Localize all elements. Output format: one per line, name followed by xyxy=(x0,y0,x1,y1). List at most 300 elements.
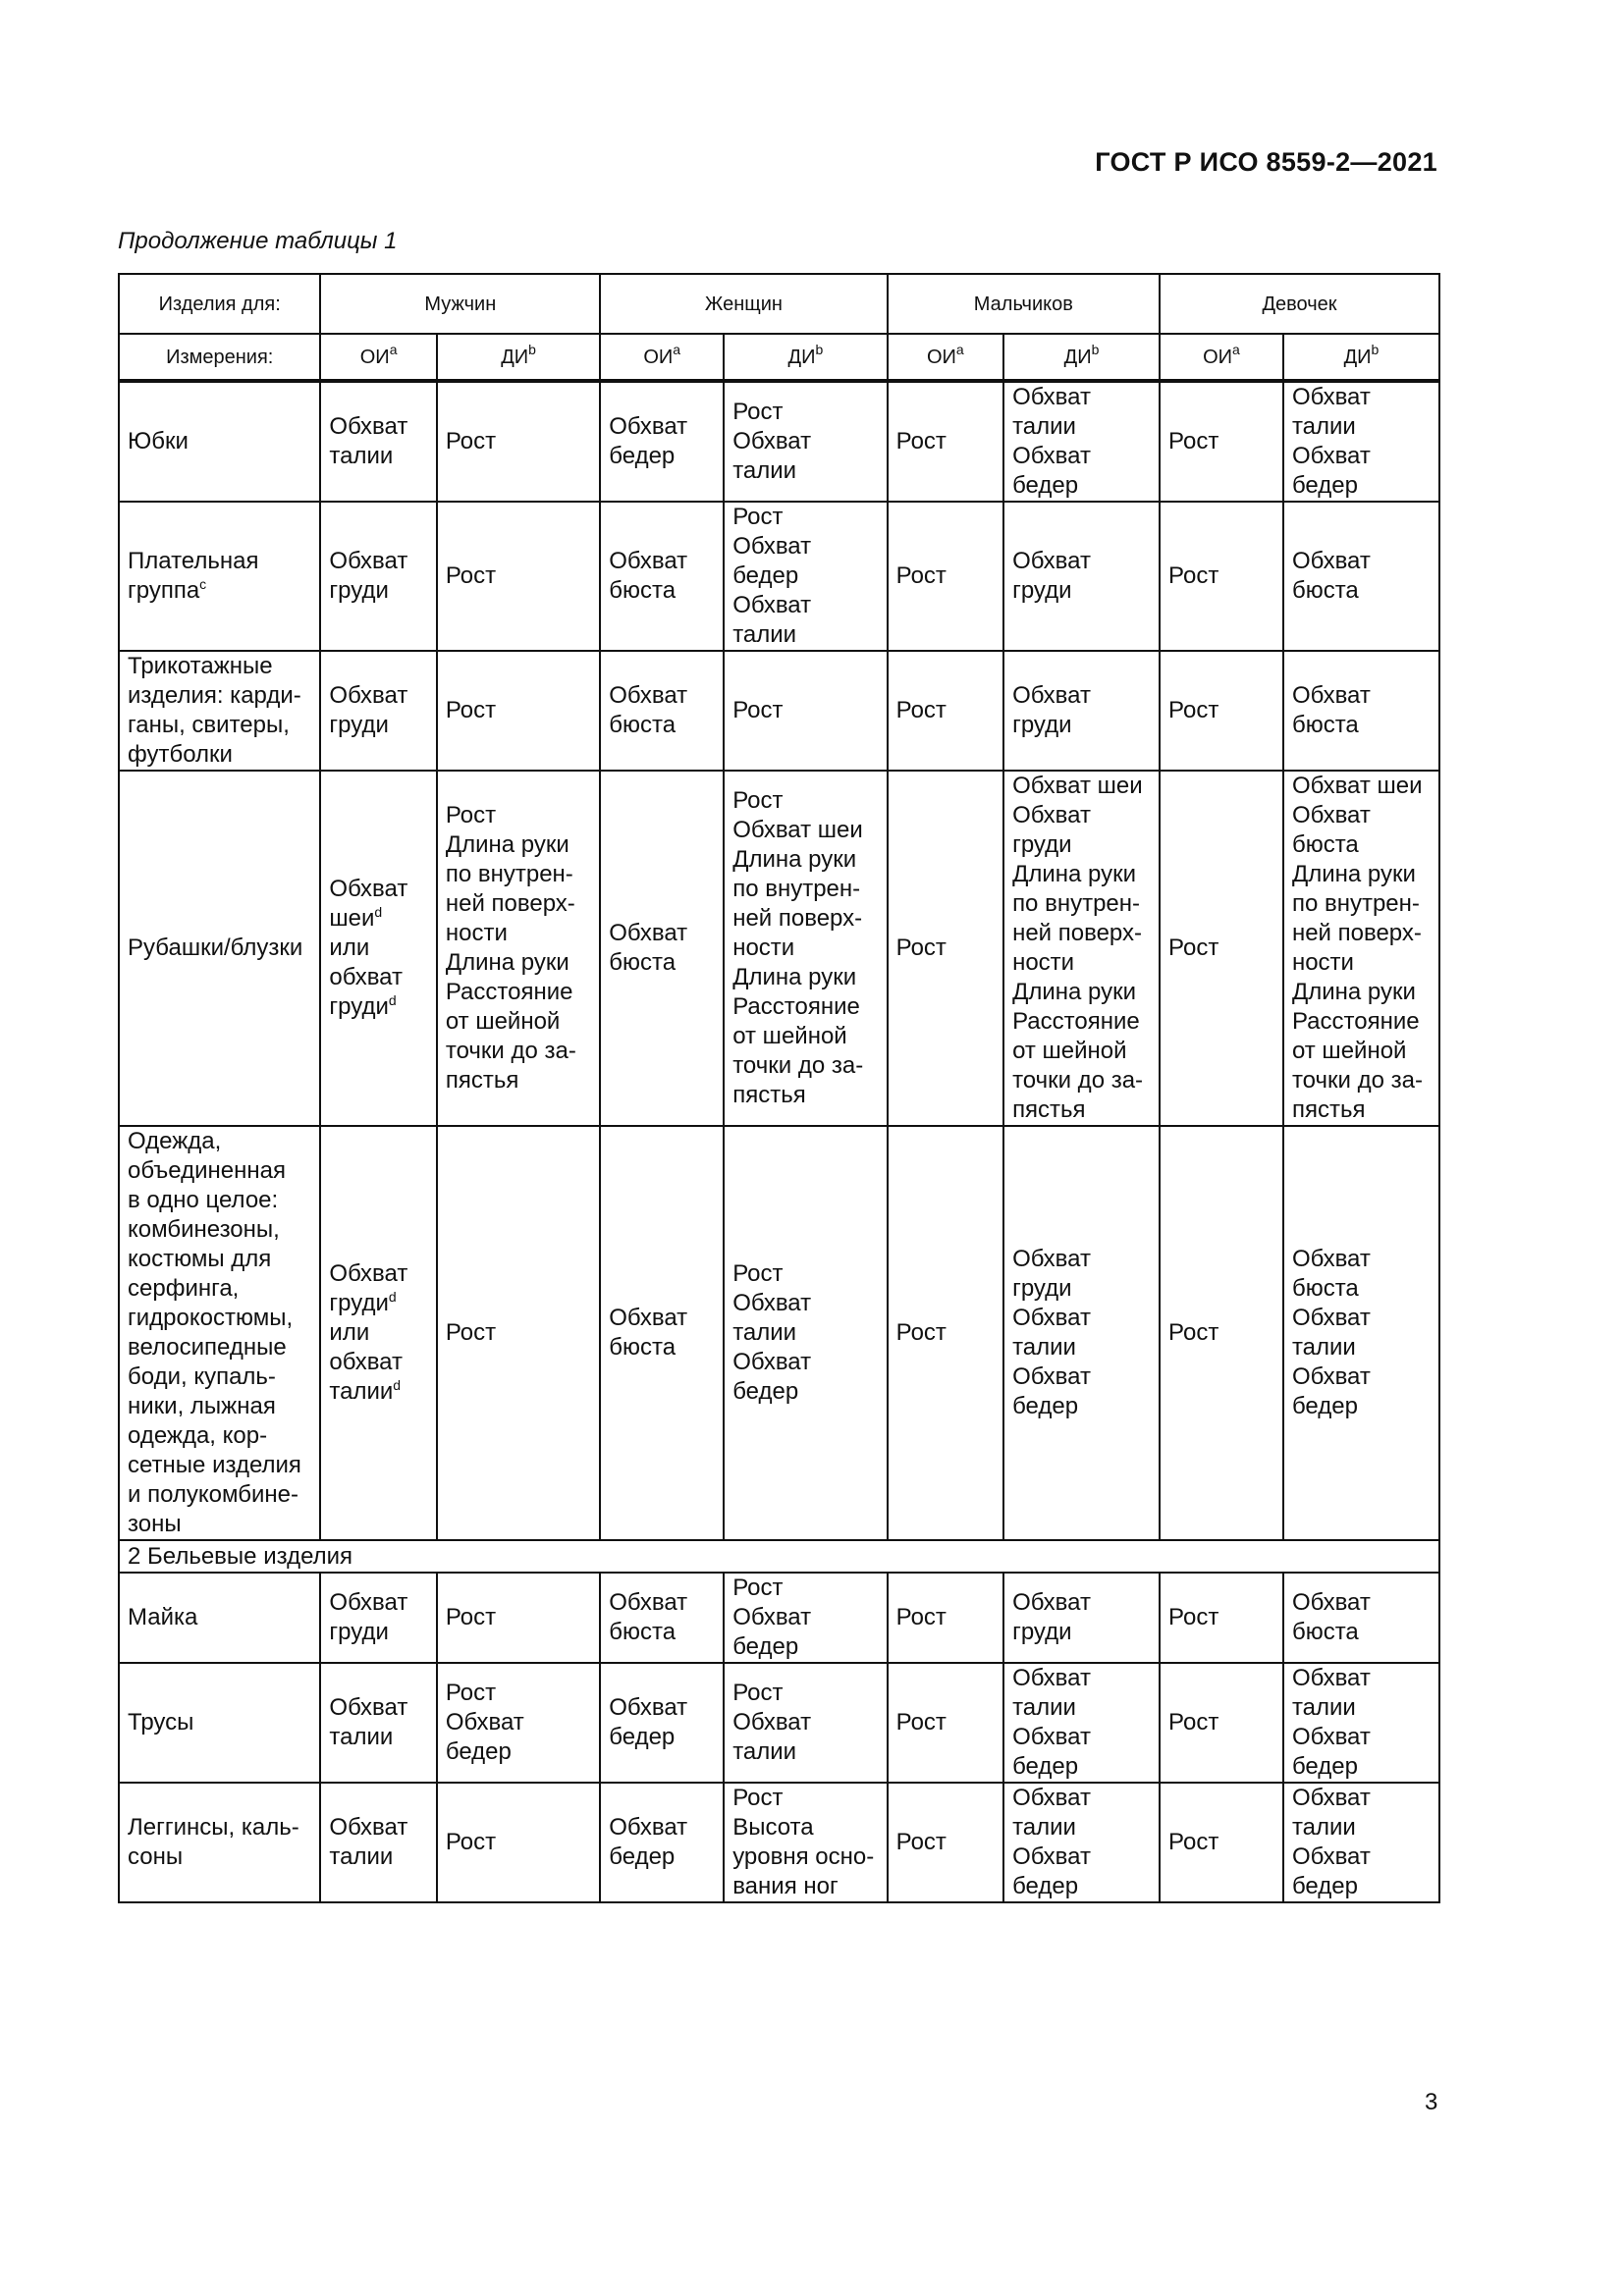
cell-line xyxy=(329,992,427,1022)
cell-line xyxy=(732,620,878,650)
cell-line xyxy=(1292,889,1431,919)
cell-line xyxy=(1012,1392,1151,1421)
footnote-mark: d xyxy=(374,904,383,920)
group-label: 2 Бельевые изделия xyxy=(119,1540,1439,1573)
cell-text: комбинезоны, xyxy=(128,1216,280,1243)
table-row xyxy=(119,1126,1439,1540)
footnote-mark: b xyxy=(815,341,824,357)
product-name-cell xyxy=(119,381,320,502)
cell-line xyxy=(1292,830,1431,860)
cell-text: Рост xyxy=(732,504,784,530)
cell-text: талии xyxy=(329,1724,394,1750)
cell-text: точки до за- xyxy=(445,1038,576,1064)
cell-text: Обхват xyxy=(732,533,812,560)
cell-line xyxy=(1012,1095,1151,1125)
cell-text: Майка xyxy=(128,1604,198,1630)
measurement-cell xyxy=(437,1573,600,1663)
cell-text: бедер xyxy=(732,1633,799,1660)
cell-text: соны xyxy=(128,1843,184,1870)
cell-text: Рост xyxy=(1168,428,1219,454)
product-name-cell xyxy=(119,1663,320,1783)
measurement-type-label: ОИ xyxy=(643,346,674,368)
measurement-cell xyxy=(724,1126,887,1540)
cell-text: ней поверх- xyxy=(732,905,863,932)
cell-text: бедер xyxy=(609,443,676,469)
cell-text: Обхват xyxy=(732,1709,812,1735)
cell-text: Рост xyxy=(732,697,784,723)
cell-line xyxy=(446,1737,591,1767)
cell-line xyxy=(1012,919,1151,948)
cell-line xyxy=(446,978,591,1007)
cell-line xyxy=(1012,1693,1151,1723)
footnote-mark: d xyxy=(388,1289,397,1305)
measurement-cell xyxy=(888,381,1003,502)
cell-text: боди, купаль- xyxy=(128,1363,276,1390)
cell-line xyxy=(446,1037,591,1066)
cell-line xyxy=(329,547,427,576)
cell-text: Обхват xyxy=(1291,1589,1371,1616)
cell-text: пястья xyxy=(445,1067,519,1094)
cell-text: Расстояние xyxy=(1291,1008,1420,1035)
cell-text: Рост xyxy=(895,1319,947,1346)
cell-line xyxy=(896,1603,995,1632)
cell-text: Рост xyxy=(895,697,947,723)
cell-text: Юбки xyxy=(128,428,189,454)
cell-line xyxy=(732,1737,878,1767)
measurement-cell xyxy=(888,771,1003,1126)
cell-text: Обхват xyxy=(609,920,688,946)
cell-text: Обхват xyxy=(1291,1246,1371,1272)
cell-text: или xyxy=(329,934,370,961)
cell-line xyxy=(732,816,878,845)
cell-text: бедер xyxy=(1012,472,1079,499)
cell-line xyxy=(1292,1274,1431,1304)
page-number: 3 xyxy=(1425,2089,1438,2115)
cell-line xyxy=(1012,772,1151,801)
measurement-cell xyxy=(320,771,436,1126)
cell-text: от шейной xyxy=(445,1008,561,1035)
cell-text: Рост xyxy=(895,1709,947,1735)
cell-text: Обхват xyxy=(732,1290,812,1316)
cell-text: груди xyxy=(329,1290,389,1316)
cell-line xyxy=(1012,576,1151,606)
cell-text: группа xyxy=(128,577,200,604)
cell-line xyxy=(1012,1752,1151,1782)
cell-line xyxy=(1168,1828,1274,1857)
footnote-mark: a xyxy=(955,341,964,357)
cell-line xyxy=(1012,383,1151,412)
cell-line xyxy=(896,934,995,963)
measurement-type-label: ОИ xyxy=(359,346,390,368)
cell-text: Одежда, xyxy=(128,1128,222,1154)
cell-line xyxy=(128,1304,311,1333)
cell-text: Высота xyxy=(732,1814,814,1841)
measurement-header-cell xyxy=(1160,334,1283,381)
cell-text: Рост xyxy=(1168,697,1219,723)
cell-line xyxy=(609,412,715,442)
cell-text: Обхват xyxy=(1012,548,1091,574)
measurement-type-label: ДИ xyxy=(787,346,816,368)
cell-line xyxy=(1292,1588,1431,1618)
cell-text: Обхват xyxy=(732,1604,812,1630)
cell-text: бедер xyxy=(445,1738,512,1765)
cell-text: Обхват xyxy=(609,682,688,709)
measurement-cell xyxy=(1003,771,1160,1126)
cell-line xyxy=(329,711,427,740)
cell-text: Обхват xyxy=(329,1260,408,1287)
cell-line xyxy=(732,1081,878,1110)
cell-text: ники, лыжная xyxy=(128,1393,276,1419)
measurement-cell xyxy=(320,1663,436,1783)
cell-line xyxy=(329,934,427,963)
cell-text: Рост xyxy=(895,562,947,589)
cell-text: Обхват xyxy=(329,548,408,574)
cell-text: Рост xyxy=(445,1604,497,1630)
cell-line xyxy=(1292,801,1431,830)
measurement-header-cell xyxy=(600,334,724,381)
cell-text: Рост xyxy=(1168,1829,1219,1855)
cell-text: бюста xyxy=(609,1619,677,1645)
cell-line xyxy=(732,398,878,427)
measurement-cell xyxy=(724,651,887,771)
cell-text: бюста xyxy=(609,1334,677,1361)
cell-text: бедер xyxy=(1012,1753,1079,1780)
cell-text: груди xyxy=(1012,1275,1072,1302)
cell-line xyxy=(329,681,427,711)
cell-line xyxy=(128,1603,311,1632)
cell-text: уровня осно- xyxy=(732,1843,875,1870)
cell-text: Обхват xyxy=(1291,384,1371,410)
cell-line xyxy=(329,875,427,904)
cell-text: Обхват xyxy=(1291,548,1371,574)
measurement-cell xyxy=(1160,1663,1283,1783)
measurement-cell xyxy=(1003,1783,1160,1902)
cell-line xyxy=(329,904,427,934)
cell-line xyxy=(329,1618,427,1647)
cell-line xyxy=(1292,1752,1431,1782)
cell-line xyxy=(1292,1066,1431,1095)
cell-text: Длина руки xyxy=(1012,979,1136,1005)
cell-line xyxy=(128,427,311,456)
cell-text: Обхват xyxy=(1012,1246,1091,1272)
cell-line xyxy=(1292,1007,1431,1037)
cell-line xyxy=(1292,412,1431,442)
cell-line xyxy=(732,1051,878,1081)
cell-text: Обхват xyxy=(1012,1363,1091,1390)
measurement-cell xyxy=(1160,651,1283,771)
cell-line xyxy=(1292,1245,1431,1274)
cell-text: Обхват xyxy=(445,1709,524,1735)
cell-text: груди xyxy=(1012,1619,1072,1645)
cell-line xyxy=(446,1318,591,1348)
cell-line xyxy=(128,1708,311,1737)
cell-line xyxy=(329,1377,427,1407)
cell-text: Обхват xyxy=(609,1305,688,1331)
cell-line xyxy=(446,889,591,919)
footnote-mark: d xyxy=(393,1377,402,1393)
cell-text: Рост xyxy=(895,934,947,961)
cell-text: ней поверх- xyxy=(445,890,575,917)
cell-line xyxy=(609,1304,715,1333)
cell-text: Рост xyxy=(445,1680,497,1706)
cell-line xyxy=(1292,948,1431,978)
measurement-cell xyxy=(437,502,600,651)
cell-line xyxy=(732,1377,878,1407)
measurement-header-cell xyxy=(1283,334,1439,381)
cell-text: Рост xyxy=(732,1785,784,1811)
cell-text: Обхват шеи xyxy=(1012,773,1143,799)
cell-line xyxy=(732,904,878,934)
measurement-cell xyxy=(1160,502,1283,651)
cell-text: Рост xyxy=(1168,1709,1219,1735)
footnote-mark: b xyxy=(1371,341,1380,357)
measurement-cell xyxy=(724,381,887,502)
cell-line xyxy=(128,1421,311,1451)
cell-text: пястья xyxy=(1291,1096,1366,1123)
cell-line xyxy=(1012,889,1151,919)
cell-text: талии xyxy=(1291,1334,1356,1361)
cell-line xyxy=(1012,1842,1151,1872)
measurement-cell xyxy=(600,1783,724,1902)
cell-line xyxy=(732,591,878,620)
cell-line xyxy=(609,919,715,948)
cell-text: Обхват xyxy=(1012,443,1091,469)
cell-line xyxy=(1292,1723,1431,1752)
cell-text: груди xyxy=(329,712,389,738)
cell-text: талии xyxy=(329,1843,394,1870)
product-name-cell xyxy=(119,1573,320,1663)
cell-line xyxy=(1012,1304,1151,1333)
cell-line xyxy=(732,1842,878,1872)
cell-line xyxy=(732,1574,878,1603)
cell-text: талии xyxy=(1291,413,1356,440)
measurement-cell xyxy=(600,381,724,502)
group-row xyxy=(119,1540,1439,1573)
cell-line xyxy=(329,1289,427,1318)
cell-text: костюмы для xyxy=(128,1246,272,1272)
cell-line xyxy=(329,1318,427,1348)
group-header-women: Женщин xyxy=(600,274,887,334)
cell-text: одежда, кор- xyxy=(128,1422,268,1449)
measurement-cell xyxy=(724,1783,887,1902)
cell-line xyxy=(128,1842,311,1872)
cell-text: Обхват xyxy=(1012,1724,1091,1750)
cell-text: и полукомбине- xyxy=(128,1481,298,1508)
measurement-cell xyxy=(600,502,724,651)
cell-line xyxy=(1012,1274,1151,1304)
product-name-cell xyxy=(119,651,320,771)
cell-line xyxy=(128,1392,311,1421)
cell-line xyxy=(1292,547,1431,576)
cell-line xyxy=(896,1828,995,1857)
cell-line xyxy=(1012,412,1151,442)
cell-line xyxy=(732,1022,878,1051)
cell-text: ганы, свитеры, xyxy=(128,712,290,738)
cell-line xyxy=(732,1603,878,1632)
cell-text: точки до за- xyxy=(1012,1067,1144,1094)
cell-line xyxy=(1292,860,1431,889)
cell-line xyxy=(732,561,878,591)
cell-line xyxy=(329,442,427,471)
measurement-cell xyxy=(320,1126,436,1540)
measurement-cell xyxy=(888,1783,1003,1902)
cell-line xyxy=(128,1274,311,1304)
cell-text: в одно целое: xyxy=(128,1187,279,1213)
cell-line xyxy=(732,1679,878,1708)
cell-text: талии xyxy=(1291,1814,1356,1841)
measurement-cell xyxy=(600,1663,724,1783)
cell-text: Рост xyxy=(1168,1319,1219,1346)
measurement-cell xyxy=(437,1126,600,1540)
cell-text: Длина руки xyxy=(1291,979,1416,1005)
cell-line xyxy=(1292,383,1431,412)
cell-text: гидрокостюмы, xyxy=(128,1305,294,1331)
cell-line xyxy=(732,934,878,963)
cell-line xyxy=(329,412,427,442)
group-header-boys: Мальчиков xyxy=(888,274,1160,334)
cell-line xyxy=(1012,830,1151,860)
footnote-mark: b xyxy=(528,341,536,357)
cell-line xyxy=(732,1872,878,1901)
cell-text: Трусы xyxy=(128,1709,194,1735)
product-name-cell xyxy=(119,1783,320,1902)
cell-line xyxy=(896,1318,995,1348)
cell-line xyxy=(1292,1304,1431,1333)
cell-text: бюста xyxy=(1291,831,1359,858)
cell-text: от шейной xyxy=(1291,1038,1407,1064)
cell-text: Рост xyxy=(732,399,784,425)
header-label-products: Изделия для: xyxy=(119,274,320,334)
cell-line xyxy=(1012,1588,1151,1618)
cell-text: серфинга, xyxy=(128,1275,240,1302)
cell-line xyxy=(1168,561,1274,591)
cell-line xyxy=(732,1784,878,1813)
cell-text: бедер xyxy=(1012,1873,1079,1899)
cell-line xyxy=(732,786,878,816)
cell-line xyxy=(128,1510,311,1539)
product-name-cell xyxy=(119,771,320,1126)
cell-line xyxy=(446,1708,591,1737)
measurement-cell xyxy=(888,1126,1003,1540)
cell-text: пястья xyxy=(1012,1096,1086,1123)
cell-text: Рост xyxy=(445,562,497,589)
cell-text: Рубашки/блузки xyxy=(128,934,303,961)
cell-text: талии xyxy=(329,443,394,469)
cell-line xyxy=(896,1708,995,1737)
table-row xyxy=(119,1663,1439,1783)
cell-line xyxy=(732,696,878,725)
cell-text: Рост xyxy=(445,1319,497,1346)
cell-text: Леггинсы, каль- xyxy=(128,1814,299,1841)
cell-line xyxy=(1292,711,1431,740)
cell-line xyxy=(128,1813,311,1842)
cell-text: бедер xyxy=(1291,1753,1358,1780)
cell-text: Обхват xyxy=(732,428,812,454)
cell-text: бюста xyxy=(609,712,677,738)
cell-line xyxy=(609,1588,715,1618)
cell-line xyxy=(1292,1872,1431,1901)
measurement-header-cell xyxy=(1003,334,1160,381)
cell-text: груди xyxy=(1012,831,1072,858)
cell-line xyxy=(446,919,591,948)
cell-line xyxy=(1168,934,1274,963)
cell-text: ней поверх- xyxy=(1012,920,1142,946)
cell-text: Обхват xyxy=(1012,802,1091,828)
group-header-men: Мужчин xyxy=(320,274,600,334)
measurement-type-label: ДИ xyxy=(501,346,529,368)
cell-line xyxy=(329,1588,427,1618)
footnote-mark: d xyxy=(388,992,397,1008)
cell-text: Обхват xyxy=(1291,1724,1371,1750)
cell-text: Обхват xyxy=(1012,1843,1091,1870)
cell-text: бюста xyxy=(1291,1275,1359,1302)
measurement-cell xyxy=(1283,651,1439,771)
cell-line xyxy=(128,652,311,681)
cell-line xyxy=(732,456,878,486)
cell-text: Рост xyxy=(1168,1604,1219,1630)
table-row xyxy=(119,651,1439,771)
cell-line xyxy=(128,711,311,740)
cell-line xyxy=(446,1828,591,1857)
cell-text: Рост xyxy=(445,428,497,454)
cell-text: Обхват xyxy=(609,1814,688,1841)
cell-line xyxy=(329,576,427,606)
cell-text: объединенная xyxy=(128,1157,286,1184)
cell-text: талии xyxy=(732,1738,797,1765)
table-row xyxy=(119,502,1439,651)
cell-line xyxy=(609,1693,715,1723)
cell-line xyxy=(732,1289,878,1318)
cell-line xyxy=(128,740,311,770)
cell-line xyxy=(128,576,311,606)
footnote-mark: a xyxy=(1232,341,1240,357)
cell-text: Длина руки xyxy=(1012,861,1136,887)
measurement-cell xyxy=(600,771,724,1126)
cell-text: Рост xyxy=(895,1604,947,1630)
cell-line xyxy=(1292,1333,1431,1362)
measurement-cell xyxy=(320,1783,436,1902)
cell-line xyxy=(446,561,591,591)
cell-text: по внутрен- xyxy=(732,876,861,902)
cell-line xyxy=(732,1348,878,1377)
cell-line xyxy=(1012,1618,1151,1647)
measurement-cell xyxy=(1283,502,1439,651)
cell-text: бедер xyxy=(1291,1393,1358,1419)
cell-line xyxy=(329,1813,427,1842)
cell-line xyxy=(128,547,311,576)
cell-line xyxy=(732,532,878,561)
cell-line xyxy=(128,1156,311,1186)
cell-line xyxy=(1292,1784,1431,1813)
cell-text: Рост xyxy=(732,1680,784,1706)
cell-line xyxy=(1012,860,1151,889)
cell-text: Рост xyxy=(732,1260,784,1287)
cell-line xyxy=(609,1813,715,1842)
cell-text: Обхват xyxy=(329,1694,408,1721)
cell-text: Расстояние xyxy=(1012,1008,1140,1035)
cell-line xyxy=(609,711,715,740)
cell-text: сетные изделия xyxy=(128,1452,301,1478)
cell-line xyxy=(609,1842,715,1872)
cell-line xyxy=(1292,1693,1431,1723)
cell-text: Обхват xyxy=(1291,802,1371,828)
measurement-cell xyxy=(724,1573,887,1663)
cell-line xyxy=(128,1186,311,1215)
cell-line xyxy=(128,1215,311,1245)
cell-line xyxy=(896,427,995,456)
table-row xyxy=(119,1783,1439,1902)
cell-line xyxy=(1292,1618,1431,1647)
